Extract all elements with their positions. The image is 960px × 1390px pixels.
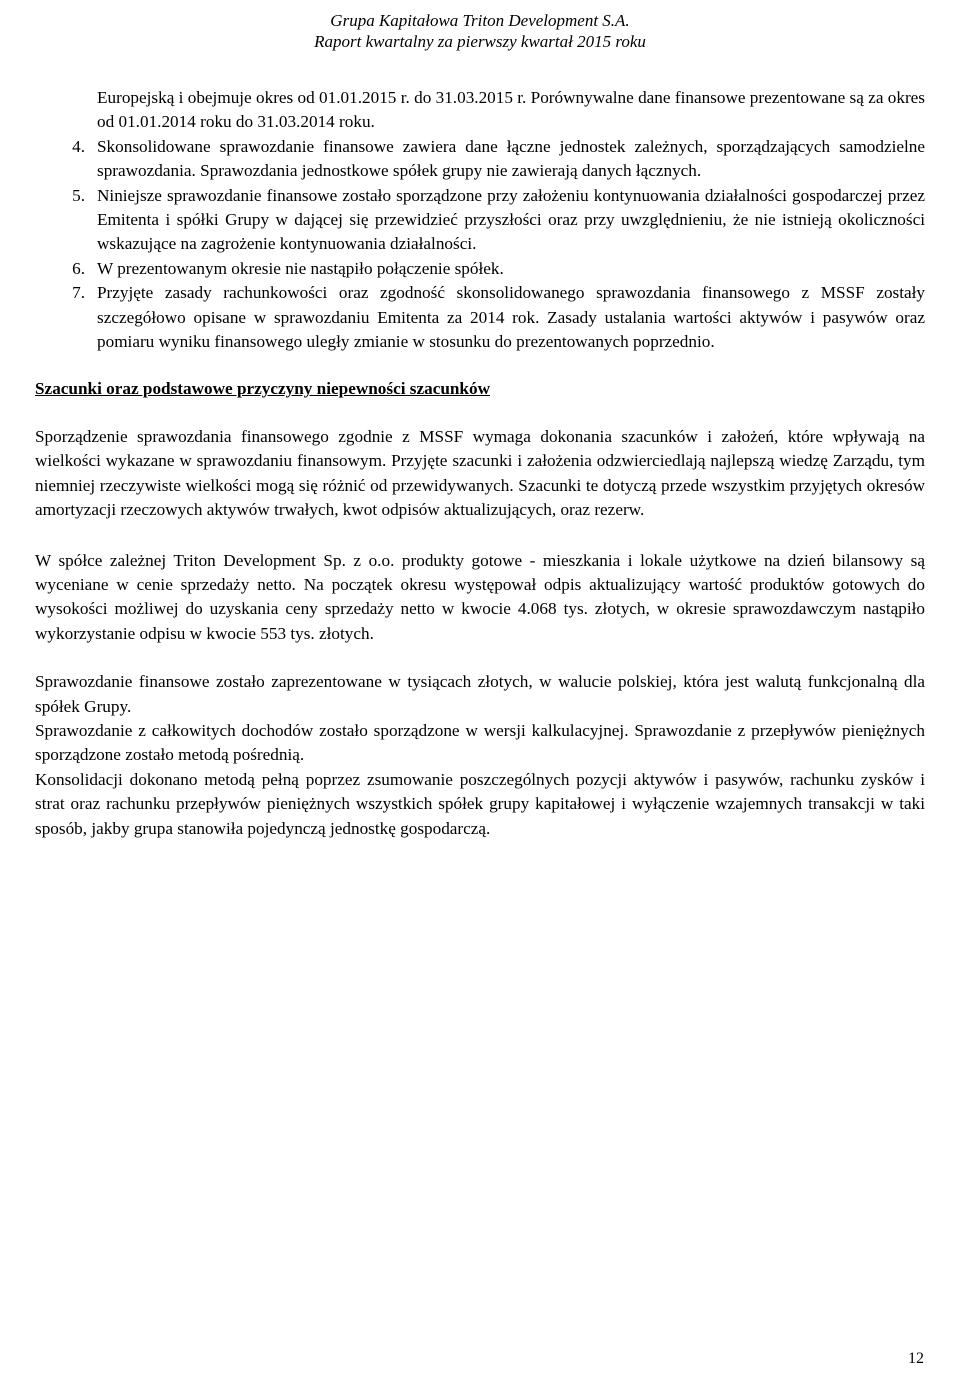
list-number: 5. <box>72 185 85 205</box>
list-number: 4. <box>72 136 85 156</box>
page-header <box>0 10 960 52</box>
list-continuation: Europejską i obejmuje okres od 01.01.2015 r. do 31.03.2015 r. Porównywalne dane finansowe prezentowane są za okres od 01.01.2014 roku do 31.03.2014 roku. <box>97 88 925 132</box>
paragraph-consolidation: Konsolidacji dokonano metodą pełną poprzez zsumowanie poszczególnych pozycji aktywów i pasywów, rachunku zysków i strat oraz rachunku przepływów pieniężnych wszystkich spółek grupy kapitałowej i wyłączenie wzajemnych transakcji w taki sposób, jakby grupa stanowiła pojedynczą jednostkę gospodarczą. <box>35 769 925 838</box>
list-number: 7. <box>72 283 85 303</box>
header-report-title: Raport kwartalny za pierwszy kwartał 2015 roku <box>314 32 646 51</box>
list-item-7 <box>35 281 925 354</box>
paragraph-currency: Sprawozdanie finansowe zostało zaprezentowane w tysiącach złotych, w walucie polskiej, która jest walutą funkcjonalną dla spółek Grupy. <box>35 672 925 716</box>
paragraph-subsidiary: W spółce zależnej Triton Development Sp. z o.o. produkty gotowe - mieszkania i lokale użytkowe na dzień bilansowy są wyceniane w cenie sprzedaży netto. Na początek okresu występował odpis aktualizujący wartość produktów gotowych do wysokości możliwej do uzyskania ceny sprzedaży netto w kwocie 4.068 tys. złotych, w okresie sprawozdawczym nastąpiło wykorzystanie odpisu w kwocie 553 tys. złotych. <box>35 550 925 643</box>
paragraph-income-statement: Sprawozdanie z całkowitych dochodów zostało sporządzone w wersji kalkulacyjnej. Sprawozdanie z przepływów pieniężnych sporządzone zostało metodą pośrednią. <box>35 720 925 765</box>
list-text: Skonsolidowane sprawozdanie finansowe zawiera dane łączne jednostek zależnych, sporządzających samodzielne sprawozdania. Sprawozdania jednostkowe spółek grupy nie zawierają danych łącznych. <box>97 136 925 181</box>
section-heading: Szacunki oraz podstawowe przyczyny niepewności szacunków <box>35 379 490 399</box>
list-item-6 <box>35 257 925 281</box>
page-number: 12 <box>908 1350 924 1367</box>
list-item-4 <box>35 135 925 184</box>
list-number: 6. <box>72 258 85 278</box>
list-text: Przyjęte zasady rachunkowości oraz zgodność skonsolidowanego sprawozdania finansowego z MSSF zostały szczegółowo opisane w sprawozdaniu Emitenta za 2014 rok. Zasady ustalania wartości aktywów i pasywów oraz pomiaru wyniku finansowego uległy zmianie w stosunku do prezentowanych poprzednio. <box>97 283 925 352</box>
list-item-5 <box>35 184 925 257</box>
document-body <box>35 86 925 841</box>
list-text: Niniejsze sprawozdanie finansowe zostało sporządzone przy założeniu kontynuowania działalności gospodarczej przez Emitenta i spółki Grupy w dającej się przewidzieć przyszłości oraz przy uwzględnieniu, że nie istnieją okoliczności wskazujące na zagrożenie kontynuowania działalności. <box>97 185 925 254</box>
list-text: W prezentowanym okresie nie nastąpiło połączenie spółek. <box>97 258 504 278</box>
paragraph-estimates: Sporządzenie sprawozdania finansowego zgodnie z MSSF wymaga dokonania szacunków i założeń, które wpływają na wielkości wykazane w sprawozdaniu finansowym. Przyjęte szacunki i założenia odzwierciedlają najlepszą wiedzę Zarządu, tym niemniej rzeczywiste wielkości mogą się różnić od przewidywanych. Szacunki te dotyczą przede wszystkim przyjętych okresów amortyzacji rzeczowych aktywów trwałych, kwot odpisów aktualizujących, oraz rezerw. <box>35 426 925 520</box>
header-company: Grupa Kapitałowa Triton Development S.A. <box>330 11 630 30</box>
